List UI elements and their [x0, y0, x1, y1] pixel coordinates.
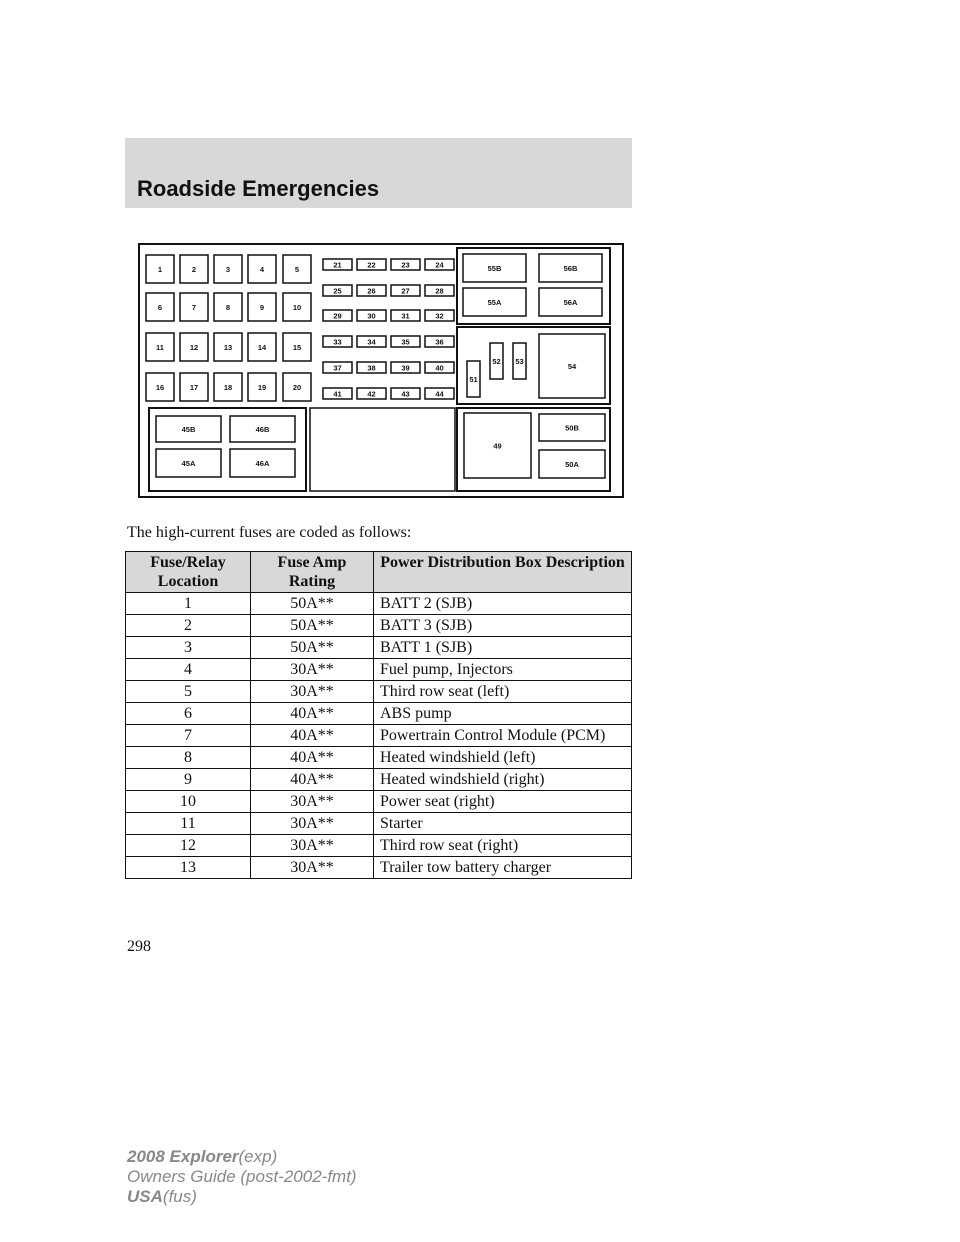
table-row	[126, 681, 632, 703]
cell-rating: 40A**	[251, 725, 374, 747]
small-fuse	[146, 293, 174, 321]
small-fuse-label: 7	[191, 303, 197, 312]
cell-description: Starter	[374, 813, 632, 835]
fuse-box-diagram	[138, 243, 624, 499]
footer-line-3	[127, 1187, 357, 1207]
small-fuse-label: 11	[156, 343, 164, 352]
fuse-45A	[156, 449, 221, 477]
cell-location: 4	[126, 659, 251, 681]
fuse-46A	[230, 449, 295, 477]
table-row	[126, 593, 632, 615]
relay-52	[490, 343, 503, 379]
relay-53-label: 53	[515, 357, 524, 366]
fuse-50A-label: 50A	[565, 460, 579, 469]
cell-description: BATT 1 (SJB)	[374, 637, 632, 659]
mini-fuse	[357, 310, 386, 321]
footer-market-code: (fus)	[162, 1187, 197, 1206]
cell-rating: 30A**	[251, 835, 374, 857]
small-fuse	[214, 333, 242, 361]
small-fuse-label: 12	[189, 343, 199, 352]
fuse-46B-label: 46B	[255, 425, 270, 434]
section-title: Roadside Emergencies	[137, 176, 380, 201]
small-fuse	[180, 333, 208, 361]
cell-rating: 30A**	[251, 813, 374, 835]
mini-fuse-label: 21	[333, 260, 342, 270]
small-fuse-label: 17	[189, 383, 199, 392]
table-row	[126, 615, 632, 637]
relay-52-label: 52	[492, 357, 501, 366]
table-row	[126, 857, 632, 879]
mini-fuse	[323, 336, 352, 347]
cell-location: 5	[126, 681, 251, 703]
cell-location: 12	[126, 835, 251, 857]
cell-description: Third row seat (right)	[374, 835, 632, 857]
mini-fuse-label: 22	[367, 260, 376, 270]
mini-fuse	[323, 362, 352, 373]
mini-fuse	[391, 362, 420, 373]
cell-description: Trailer tow battery charger	[374, 857, 632, 879]
small-fuse	[214, 373, 242, 401]
small-fuse	[180, 255, 208, 283]
cell-location: 7	[126, 725, 251, 747]
mini-fuse	[357, 285, 386, 296]
cell-location: 8	[126, 747, 251, 769]
mini-fuse	[425, 310, 454, 321]
cell-rating: 50A**	[251, 593, 374, 615]
small-fuse-label: 16	[155, 383, 165, 392]
relay-55B	[463, 254, 526, 282]
mini-fuse-label: 30	[367, 311, 376, 321]
cell-rating: 50A**	[251, 615, 374, 637]
fuse-45B-label: 45B	[181, 425, 196, 434]
section-header	[125, 138, 632, 208]
small-fuse	[146, 333, 174, 361]
fuse-table	[125, 551, 632, 879]
mini-fuse-label: 32	[435, 311, 444, 321]
mini-fuse-label: 41	[333, 389, 342, 399]
cell-rating: 40A**	[251, 747, 374, 769]
relay-49-label: 49	[493, 441, 502, 451]
small-fuse	[248, 333, 276, 361]
small-fuse	[248, 293, 276, 321]
mini-fuse-label: 34	[367, 337, 376, 347]
mini-fuse-label: 31	[401, 311, 410, 321]
cell-rating: 30A**	[251, 857, 374, 879]
table-row	[126, 835, 632, 857]
fuse-46A-label: 46A	[255, 459, 270, 468]
small-fuse-label: 14	[257, 343, 267, 352]
table-row	[126, 747, 632, 769]
relay-55B-label: 55B	[487, 264, 502, 273]
cell-description: BATT 3 (SJB)	[374, 615, 632, 637]
fuse-50B	[539, 414, 605, 441]
small-fuse	[283, 255, 311, 283]
mini-fuse-label: 39	[401, 363, 410, 373]
mini-fuse-label: 25	[333, 286, 342, 296]
fuse-46B	[230, 416, 295, 442]
mini-fuse	[391, 336, 420, 347]
small-fuse-label: 15	[292, 343, 302, 352]
table-row	[126, 725, 632, 747]
mini-fuse	[357, 336, 386, 347]
cell-rating: 30A**	[251, 681, 374, 703]
mini-fuse-label: 35	[401, 337, 410, 347]
small-fuse	[214, 255, 242, 283]
mini-fuse	[425, 388, 454, 399]
mini-fuse	[357, 362, 386, 373]
small-fuse	[146, 255, 174, 283]
table-row	[126, 637, 632, 659]
footer	[127, 1147, 357, 1207]
small-fuse-label: 2	[191, 265, 197, 274]
mini-fuse-label: 44	[435, 389, 444, 399]
mini-fuse-label: 33	[333, 337, 342, 347]
small-fuse-label: 3	[225, 265, 231, 274]
relay-53	[513, 343, 526, 379]
relay-54	[539, 334, 605, 398]
cell-description: Heated windshield (right)	[374, 769, 632, 791]
small-fuse-label: 8	[225, 303, 231, 312]
mini-fuse-label: 37	[333, 363, 342, 373]
mini-fuse-label: 38	[367, 363, 376, 373]
cell-description: BATT 2 (SJB)	[374, 593, 632, 615]
cell-location: 13	[126, 857, 251, 879]
footer-line-2: Owners Guide (post-2002-fmt)	[127, 1167, 357, 1186]
footer-market: USA	[127, 1187, 163, 1206]
cell-description: ABS pump	[374, 703, 632, 725]
cell-location: 10	[126, 791, 251, 813]
cell-description: Third row seat (left)	[374, 681, 632, 703]
small-fuse-label: 10	[292, 303, 302, 312]
col-header-rating: Fuse Amp Rating	[251, 552, 374, 593]
footer-model-code: (exp)	[238, 1147, 278, 1166]
table-row	[126, 791, 632, 813]
mini-fuse-label: 42	[367, 389, 376, 399]
small-fuse	[283, 333, 311, 361]
cell-description: Fuel pump, Injectors	[374, 659, 632, 681]
relay-55A	[463, 288, 526, 316]
small-fuse-label: 9	[259, 303, 265, 312]
small-fuse	[248, 255, 276, 283]
mini-fuse	[425, 259, 454, 270]
small-fuse-label: 5	[294, 265, 300, 274]
relay-54-label: 54	[567, 362, 577, 371]
cell-location: 2	[126, 615, 251, 637]
col-header-description: Power Distribution Box Description	[374, 552, 632, 593]
mini-fuse	[425, 362, 454, 373]
mini-fuse	[391, 259, 420, 270]
cell-rating: 40A**	[251, 769, 374, 791]
cell-location: 9	[126, 769, 251, 791]
mini-fuse	[357, 388, 386, 399]
relay-56A	[539, 288, 602, 316]
relay-55A-label: 55A	[487, 298, 502, 307]
table-row	[126, 703, 632, 725]
cell-description: Power seat (right)	[374, 791, 632, 813]
small-fuse-label: 13	[223, 343, 233, 352]
table-row	[126, 769, 632, 791]
mini-fuse	[391, 310, 420, 321]
table-row	[126, 813, 632, 835]
fuse-50A	[539, 450, 605, 478]
mini-fuse	[323, 285, 352, 296]
page-number: 298	[127, 938, 151, 955]
intro-text: The high-current fuses are coded as follows:	[127, 524, 412, 541]
small-fuse-label: 19	[257, 383, 267, 392]
mini-fuse	[323, 259, 352, 270]
cell-description: Heated windshield (left)	[374, 747, 632, 769]
mini-fuse-label: 27	[401, 286, 410, 296]
relay-56B-label: 56B	[563, 264, 578, 273]
col-header-location: Fuse/Relay Location	[126, 552, 251, 593]
small-fuse	[180, 293, 208, 321]
fuse-50B-label: 50B	[565, 423, 579, 433]
mini-fuse-label: 43	[401, 389, 410, 399]
cell-location: 6	[126, 703, 251, 725]
cell-rating: 40A**	[251, 703, 374, 725]
small-fuse-label: 4	[259, 265, 265, 274]
relay-56A-label: 56A	[563, 298, 578, 307]
cell-description: Powertrain Control Module (PCM)	[374, 725, 632, 747]
mini-fuse	[425, 336, 454, 347]
mini-fuse-label: 29	[333, 311, 342, 321]
small-fuse	[146, 373, 174, 401]
cell-location: 11	[126, 813, 251, 835]
relay-49	[464, 413, 531, 478]
small-fuse-label: 1	[157, 265, 163, 274]
relay-56B	[539, 254, 602, 282]
fuse-45B	[156, 416, 221, 442]
relay-51	[467, 361, 480, 397]
relay-51-label: 51	[469, 375, 478, 384]
mini-fuse-label: 26	[367, 286, 376, 296]
cell-location: 1	[126, 593, 251, 615]
mini-fuse-label: 24	[435, 260, 444, 270]
small-fuse-label: 20	[292, 383, 302, 392]
small-fuse	[283, 373, 311, 401]
small-fuse	[180, 373, 208, 401]
mini-fuse	[323, 310, 352, 321]
cell-rating: 30A**	[251, 791, 374, 813]
small-fuse	[214, 293, 242, 321]
footer-model: 2008 Explorer	[127, 1147, 239, 1166]
mini-fuse	[391, 388, 420, 399]
mini-fuse-label: 40	[435, 363, 444, 373]
table-header-row	[126, 552, 632, 593]
small-fuse	[248, 373, 276, 401]
mini-fuse	[425, 285, 454, 296]
cell-rating: 50A**	[251, 637, 374, 659]
fuse-45A-label: 45A	[181, 459, 196, 468]
mini-fuse-label: 36	[435, 337, 444, 347]
small-fuse-label: 18	[223, 383, 233, 392]
mini-fuse	[357, 259, 386, 270]
mini-fuse	[323, 388, 352, 399]
mini-fuse-label: 23	[401, 260, 410, 270]
mini-fuse-label: 28	[435, 286, 444, 296]
cell-location: 3	[126, 637, 251, 659]
cell-rating: 30A**	[251, 659, 374, 681]
table-row	[126, 659, 632, 681]
footer-line-1	[127, 1147, 357, 1167]
small-fuse-label: 6	[157, 303, 163, 312]
small-fuse	[283, 293, 311, 321]
mini-fuse	[391, 285, 420, 296]
